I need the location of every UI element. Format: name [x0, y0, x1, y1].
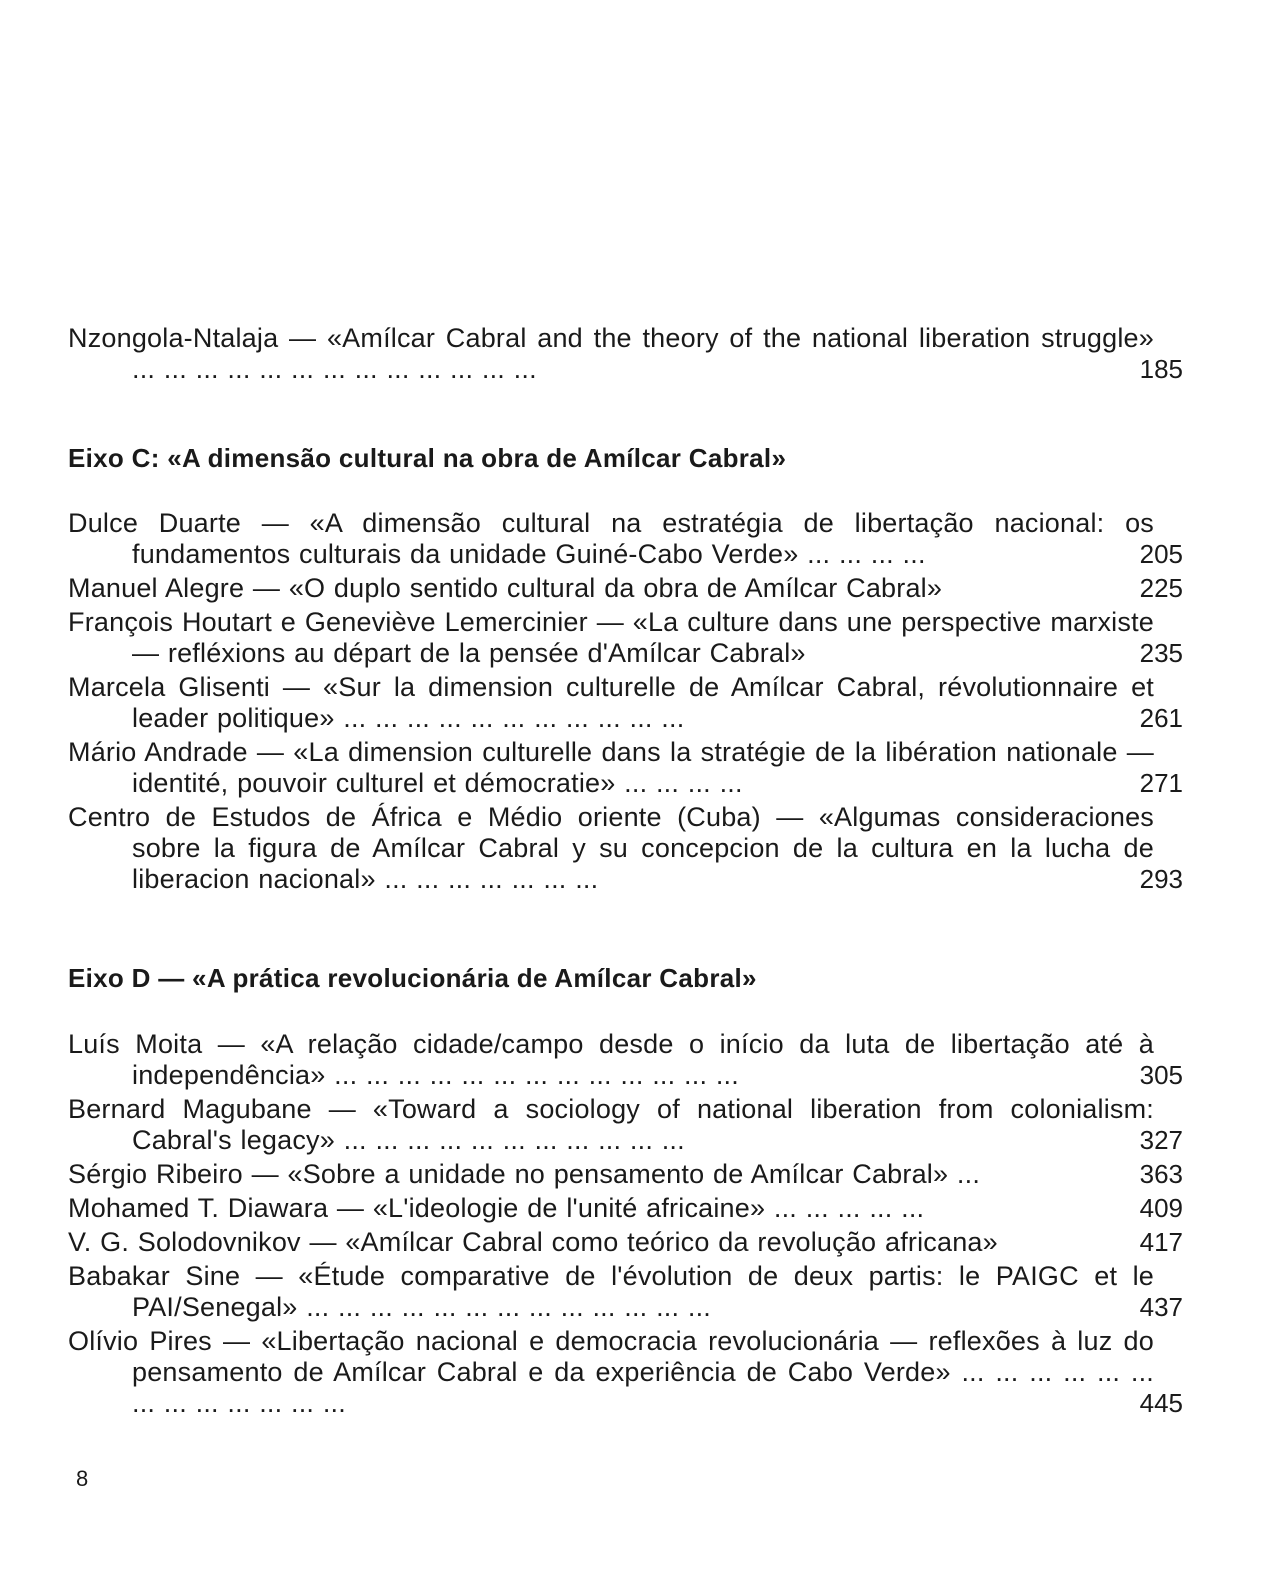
toc-entry [68, 1094, 1183, 1156]
toc-entry [68, 323, 1183, 385]
toc-entry [68, 1159, 1183, 1190]
toc-entry-page: 261 [1139, 703, 1183, 733]
toc-entry-text: François Houtart e Geneviève Lemercinier — «La culture dans une perspective marxiste — refléxions au départ de la pensée d'Amílcar Cabral» [68, 607, 1154, 668]
toc-entry-page: 417 [1139, 1227, 1183, 1257]
toc-entry-page: 225 [1139, 573, 1183, 603]
toc-entry-page: 305 [1139, 1060, 1183, 1090]
toc-entry-page: 205 [1139, 539, 1183, 569]
toc-entry-text: Luís Moita — «A relação cidade/campo desde o início da luta de libertação até à independência» ... ... ... ... ... ... ... ... ... ... ... ... ... [68, 1029, 1154, 1090]
toc-entry-text: Marcela Glisenti — «Sur la dimension culturelle de Amílcar Cabral, révolutionnaire et leader politique» ... ... ... ... ... ... ... ... ... ... ... [68, 672, 1154, 733]
toc-entry-text: Mohamed T. Diawara — «L'ideologie de l'unité africaine» ... ... ... ... ... [68, 1193, 925, 1223]
toc-entry-text: Dulce Duarte — «A dimensão cultural na estratégia de libertação nacional: os fundamentos culturais da unidade Guiné-Cabo Verde» ... ... ... ... [68, 508, 1154, 569]
toc-entry [68, 802, 1183, 895]
toc-entry-text: Nzongola-Ntalaja — «Amílcar Cabral and the theory of the national liberation struggle» ... ... ... ... ... ... ... ... ... ... ... ... ... [68, 323, 1154, 384]
section-heading-c: Eixo C: «A dimensão cultural na obra de Amílcar Cabral» [68, 443, 787, 473]
toc-section-d [68, 1029, 1183, 1419]
toc-entry-page: 409 [1139, 1193, 1183, 1223]
toc-entry-page: 363 [1139, 1159, 1183, 1189]
toc-section-c [68, 508, 1183, 895]
toc-entry-page: 271 [1139, 768, 1183, 798]
toc-section-b-tail [68, 323, 1183, 385]
toc-entry [68, 1326, 1183, 1419]
toc-entry-page: 445 [1139, 1388, 1183, 1418]
toc-entry [68, 508, 1183, 570]
page-number: 8 [76, 1466, 89, 1491]
toc-entry-text: Centro de Estudos de África e Médio oriente (Cuba) — «Algumas consideraciones sobre la figura de Amílcar Cabral y su concepcion de la cultura en la lucha de liberacion nacional» ... ... ... ... ... ... ... [68, 802, 1154, 894]
toc-entry-text: Mário Andrade — «La dimension culturelle dans la stratégie de la libération nationale — identité, pouvoir culturel et démocratie» ... ... ... ... [68, 737, 1154, 798]
section-heading-d: Eixo D — «A prática revolucionária de Amílcar Cabral» [68, 963, 757, 993]
toc-entry-page: 437 [1139, 1292, 1183, 1322]
toc-entry-text: V. G. Solodovnikov — «Amílcar Cabral como teórico da revolução africana» [68, 1227, 998, 1257]
toc-entry-text: Manuel Alegre — «O duplo sentido cultural da obra de Amílcar Cabral» [68, 573, 943, 603]
toc-entry [68, 1029, 1183, 1091]
toc-entry-page: 235 [1139, 638, 1183, 668]
toc-entry [68, 573, 1183, 604]
toc-entry [68, 1261, 1183, 1323]
toc-entry [68, 737, 1183, 799]
toc-entry [68, 1193, 1183, 1224]
toc-entry-page: 185 [1139, 354, 1183, 384]
toc-entry-text: Sérgio Ribeiro — «Sobre a unidade no pensamento de Amílcar Cabral» ... [68, 1159, 981, 1189]
toc-entry-page: 293 [1139, 864, 1183, 894]
toc-entry-text: Bernard Magubane — «Toward a sociology of national liberation from colonialism: Cabral's legacy» ... ... ... ... ... ... ... ... ... ... ... [68, 1094, 1154, 1155]
toc-entry [68, 607, 1183, 669]
toc-entry-text: Babakar Sine — «Étude comparative de l'évolution de deux partis: le PAIGC et le PAI/Senegal» ... ... ... ... ... ... ... ... ... ... ... ... ... [68, 1261, 1154, 1322]
toc-entry [68, 672, 1183, 734]
toc-entry [68, 1227, 1183, 1258]
toc-entry-page: 327 [1139, 1125, 1183, 1155]
toc-entry-text: Olívio Pires — «Libertação nacional e democracia revolucionária — reflexões à luz do pensamento de Amílcar Cabral e da experiência de Cabo Verde» ... ... ... ... ... ... ... ... ... ... ... ... ... [68, 1326, 1154, 1418]
